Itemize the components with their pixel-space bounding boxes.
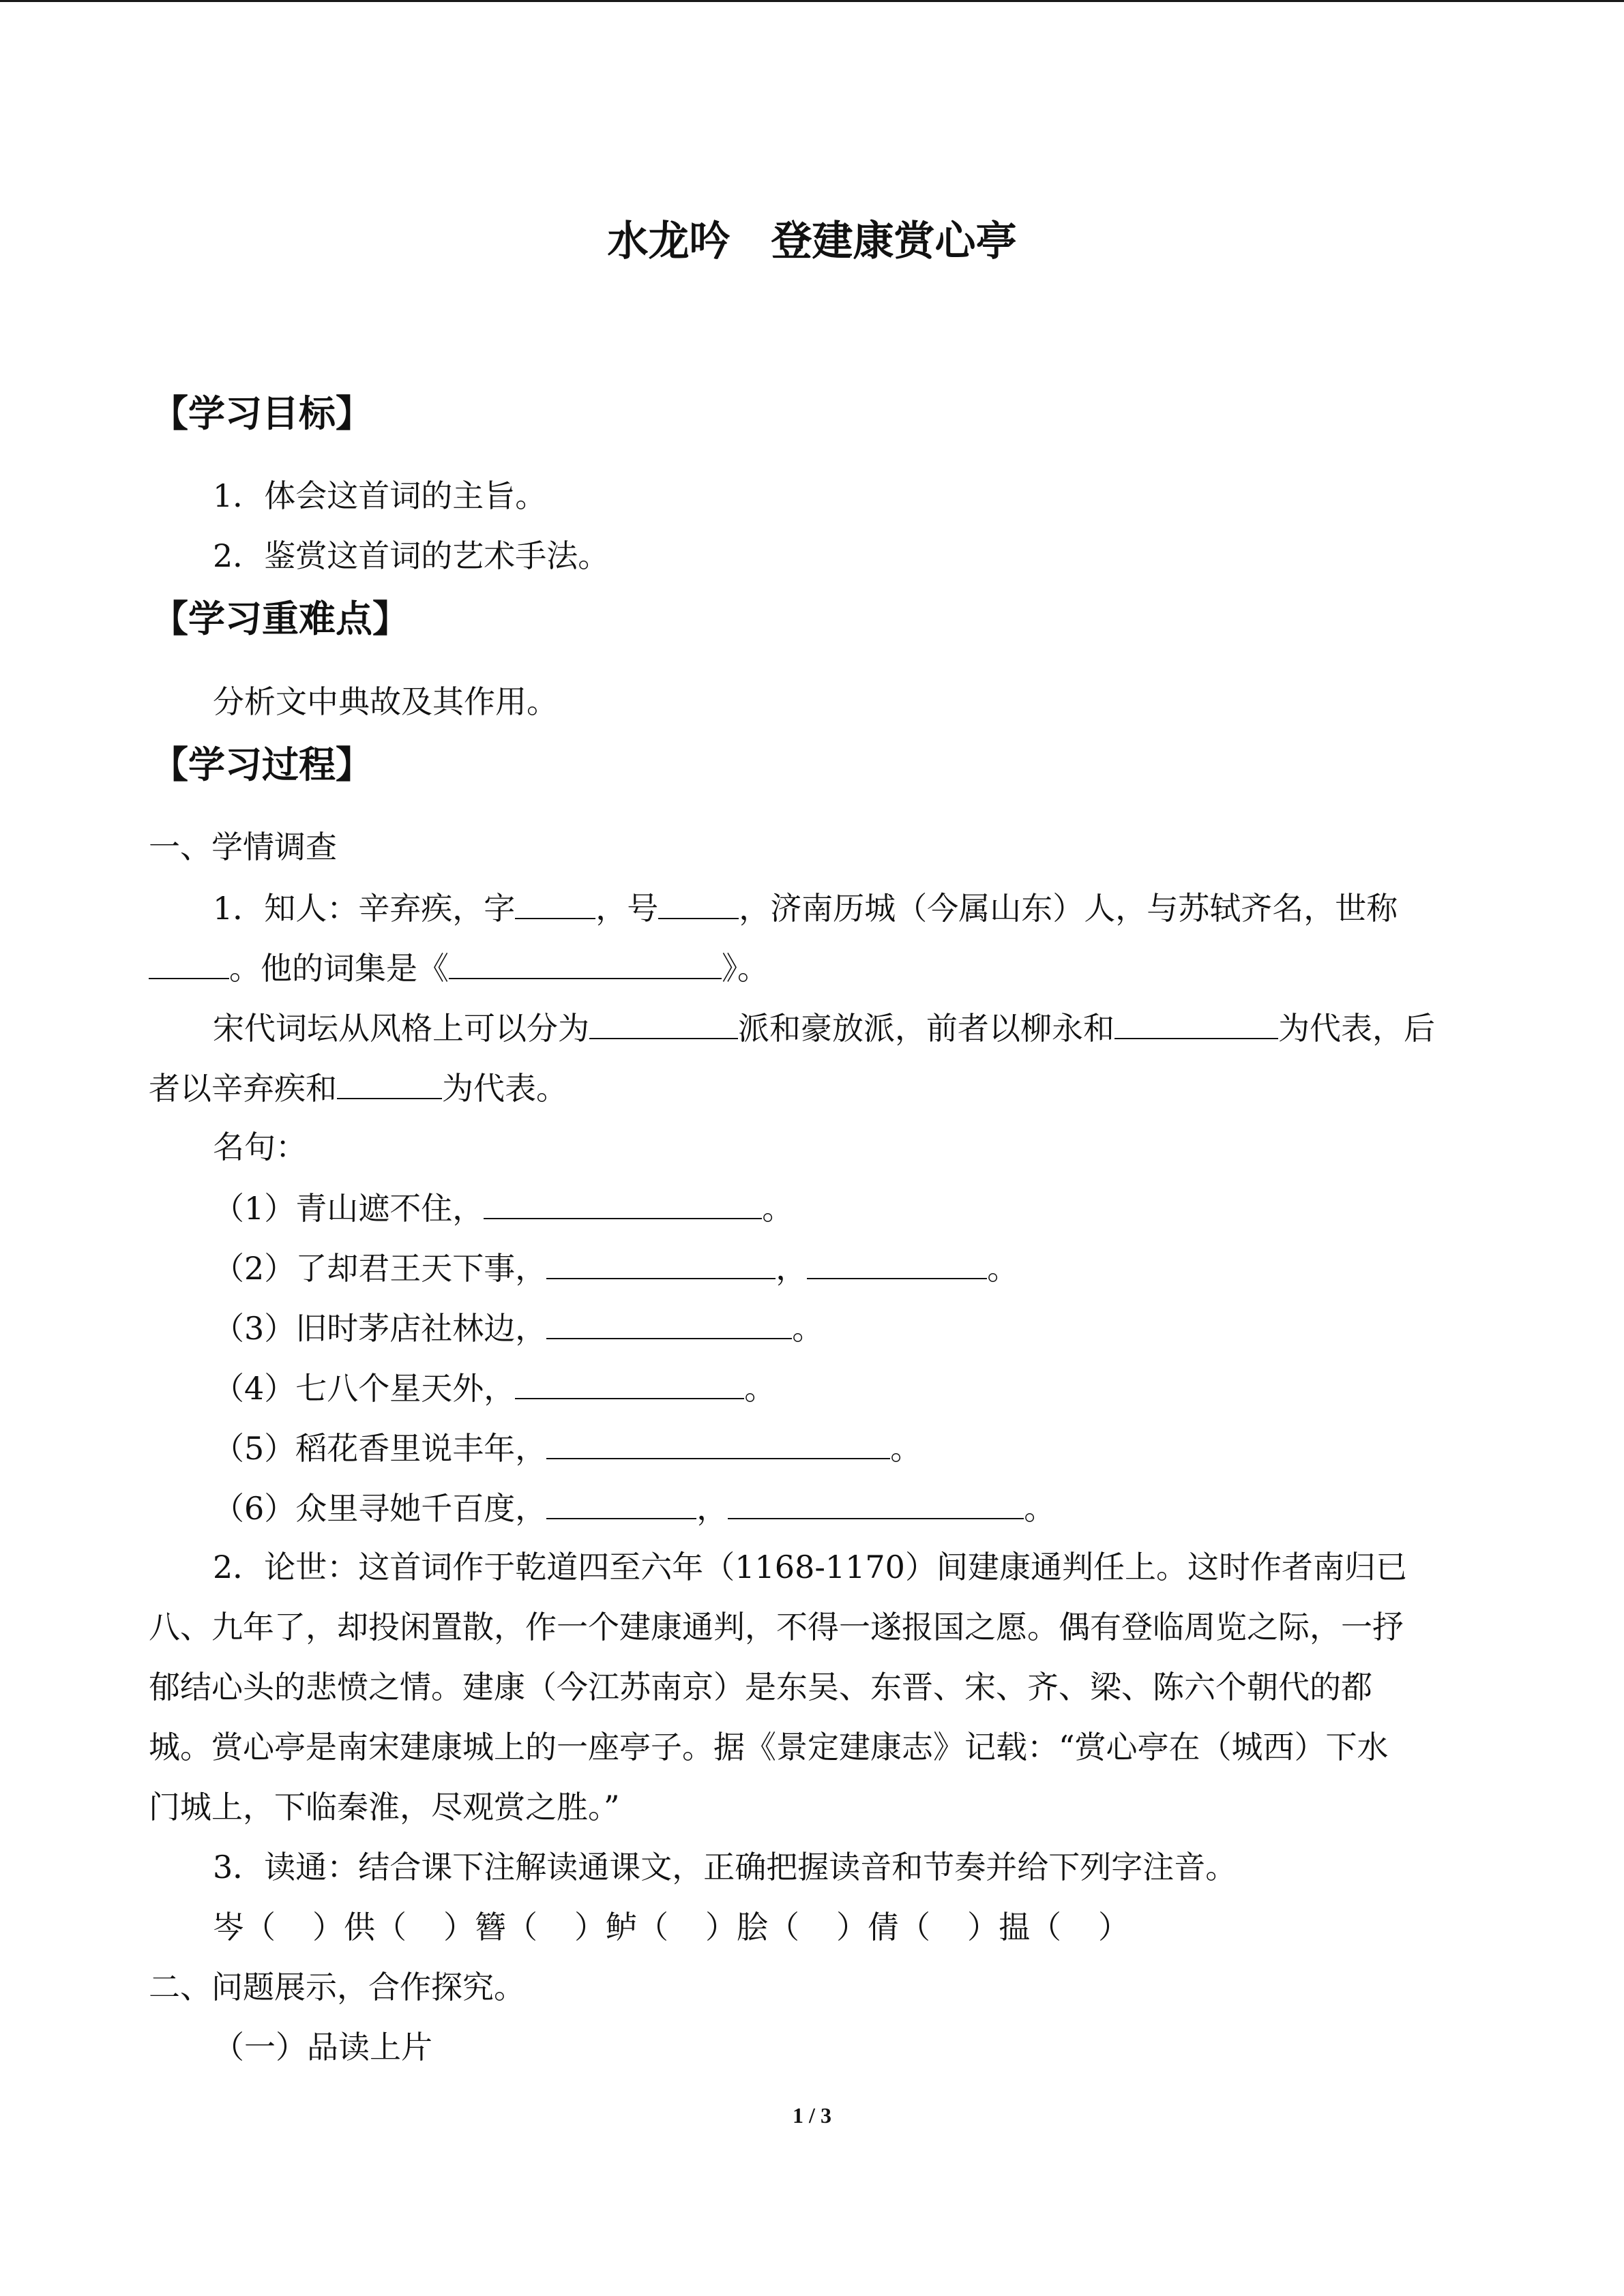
pinyin-char-2: ）供（ — [312, 1909, 407, 1945]
famous-line-2-text: （2）了却君王天下事， — [213, 1250, 547, 1287]
section-heading-key-points: 【学习重难点】 — [151, 597, 409, 640]
q2-line-3: 郁结心头的悲愤之情。建康（今江苏南京）是东吴、东晋、宋、齐、梁、陈六个朝代的都 — [149, 1669, 1372, 1705]
famous-line-1-period: 。 — [762, 1190, 794, 1227]
famous-blank-3[interactable] — [546, 1307, 792, 1339]
goal-item-2: 2．鉴赏这首词的艺术手法。 — [213, 537, 610, 574]
q1-text-e: 》。 — [722, 950, 769, 987]
famous-line-3-period: 。 — [792, 1310, 824, 1347]
section-heading-process: 【学习过程】 — [151, 743, 372, 786]
famous-blank-4[interactable] — [515, 1367, 744, 1399]
q1-text-b: ，号 — [595, 890, 659, 927]
art-name-blank[interactable] — [658, 886, 739, 919]
part2-heading: 二、问题展示，合作探究。 — [149, 1969, 525, 2006]
pinyin-char-3: ）簪（ — [443, 1909, 537, 1945]
school-text-d: 者以辛弃疾和 — [149, 1070, 337, 1107]
famous-line-5-period: 。 — [890, 1430, 922, 1467]
bold-rep-blank[interactable] — [337, 1067, 442, 1099]
pinyin-char-1: 岑（ — [213, 1909, 276, 1945]
q1-line-2 — [149, 946, 769, 987]
famous-line-2 — [213, 1247, 1018, 1287]
famous-blank-6a[interactable] — [546, 1487, 696, 1519]
famous-line-2-period: 。 — [987, 1250, 1019, 1287]
famous-blank-1[interactable] — [484, 1187, 762, 1219]
famous-line-6-text: （6）众里寻她千百度， — [213, 1490, 547, 1527]
pinyin-char-7: ）揾（ — [967, 1909, 1061, 1945]
q2-line-5: 门城上，下临秦淮，尽观赏之胜。” — [149, 1789, 620, 1825]
pinyin-char-5: ）脍（ — [705, 1909, 799, 1945]
q1-text-c: ，济南历城（今属山东）人，与苏轼齐名，世称 — [739, 890, 1398, 927]
famous-line-6-period: 。 — [1024, 1490, 1056, 1527]
school-text-a: 宋代词坛从风格上可以分为 — [213, 1010, 589, 1047]
famous-line-1-text: （1）青山遮不住， — [213, 1190, 484, 1227]
pinyin-close: ） — [1098, 1909, 1130, 1945]
famous-line-5 — [213, 1427, 921, 1467]
famous-line-4 — [213, 1367, 776, 1407]
part2-sub-heading: （一）品读上片 — [213, 2029, 432, 2066]
school-text-c: 为代表，后 — [1278, 1010, 1435, 1047]
famous-blank-2a[interactable] — [546, 1247, 776, 1279]
school-style-blank[interactable] — [589, 1007, 738, 1039]
courtesy-name-blank[interactable] — [515, 886, 595, 919]
title-name-blank[interactable] — [149, 946, 229, 979]
page-title: 水龙吟 登建康赏心亭 — [607, 218, 1017, 265]
q3-text: 3．读通：结合课下注解读通课文，正确把握读音和节奏并给下列字注音。 — [213, 1849, 1237, 1885]
part1-heading: 一、学情调查 — [149, 829, 337, 865]
famous-label: 名句： — [213, 1129, 307, 1165]
school-line-2 — [149, 1067, 567, 1107]
famous-line-4-period: 。 — [744, 1370, 776, 1407]
famous-line-6-comma: ， — [696, 1490, 728, 1527]
famous-line-1 — [213, 1187, 793, 1227]
famous-blank-6b[interactable] — [728, 1487, 1024, 1519]
famous-blank-5[interactable] — [546, 1427, 890, 1459]
school-text-e: 为代表。 — [442, 1070, 567, 1107]
school-text-b: 派和豪放派，前者以柳永和 — [738, 1010, 1114, 1047]
collection-name-blank[interactable] — [449, 946, 722, 979]
famous-line-4-text: （4）七八个星天外， — [213, 1370, 516, 1407]
key-points-text: 分析文中典故及其作用。 — [213, 683, 558, 720]
q1-text-a: 1．知人：辛弃疾，字 — [213, 890, 516, 927]
top-border-line — [0, 0, 1624, 2]
q2-line-2: 八、九年了，却投闲置散，作一个建康通判，不得一遂报国之愿。偶有登临周览之际，一抒 — [149, 1609, 1404, 1645]
pinyin-char-4: ）鲈（ — [574, 1909, 668, 1945]
q1-text-d: 。他的词集是《 — [229, 950, 449, 987]
pinyin-row — [213, 1907, 1130, 1948]
famous-line-3-text: （3）旧时茅店社林边， — [213, 1310, 547, 1347]
famous-line-2-comma: ， — [776, 1250, 808, 1287]
q2-line-1: 2．论世：这首词作于乾道四至六年（1168-1170）间建康通判任上。这时作者南归已 — [213, 1549, 1407, 1585]
page-number: 1 / 3 — [793, 2103, 831, 2128]
goal-item-1: 1．体会这首词的主旨。 — [213, 477, 547, 514]
q2-line-4: 城。赏心亭是南宋建康城上的一座亭子。据《景定建康志》记载：“赏心亭在（城西）下水 — [149, 1729, 1389, 1765]
q1-line-1 — [213, 886, 1398, 927]
graceful-rep-blank[interactable] — [1114, 1007, 1278, 1039]
famous-blank-2b[interactable] — [807, 1247, 987, 1279]
famous-line-5-text: （5）稻花香里说丰年， — [213, 1430, 547, 1467]
school-line-1 — [213, 1007, 1435, 1047]
famous-line-3 — [213, 1307, 823, 1347]
section-heading-goals: 【学习目标】 — [151, 392, 372, 435]
pinyin-char-6: ）倩（ — [836, 1909, 930, 1945]
famous-line-6 — [213, 1487, 1055, 1527]
